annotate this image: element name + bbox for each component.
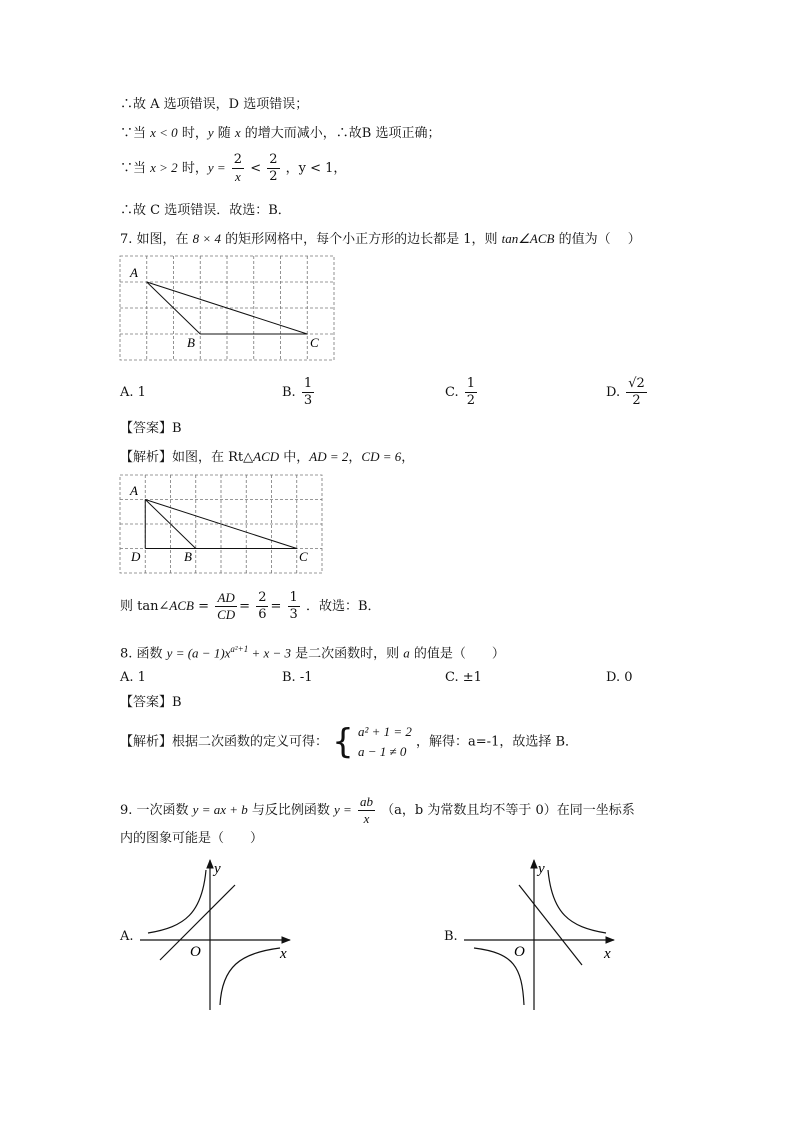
math: y = bbox=[207, 160, 226, 175]
denominator: CD bbox=[217, 607, 236, 622]
math: 8 × 4 bbox=[192, 231, 221, 246]
text: 则 tan∠ bbox=[120, 599, 170, 614]
math: x < 0 bbox=[150, 125, 178, 140]
text: 是二次函数时，则 bbox=[291, 646, 404, 662]
fraction bbox=[302, 376, 314, 409]
fraction bbox=[288, 590, 300, 623]
text: ， bbox=[401, 450, 415, 465]
fraction bbox=[465, 376, 477, 409]
text: 的值是（ ） bbox=[409, 646, 505, 662]
option-label: B. bbox=[282, 385, 296, 400]
math: y = bbox=[334, 802, 352, 817]
math: a bbox=[403, 645, 410, 661]
q8-option-c: C. ±1 bbox=[445, 670, 482, 685]
solution-line-2 bbox=[120, 124, 440, 143]
text: （a，b 为常数且均不等于 0）在同一坐标系 bbox=[381, 803, 635, 818]
solution-line-3 bbox=[120, 152, 346, 185]
q8-option-a: A. 1 bbox=[120, 670, 146, 685]
operator: = bbox=[193, 599, 209, 614]
denominator: 2 bbox=[466, 393, 476, 408]
math: + x − 3 bbox=[248, 645, 292, 661]
math: ACD bbox=[253, 449, 280, 464]
q7-stem bbox=[120, 230, 641, 249]
text: 8. 函数 bbox=[120, 646, 167, 662]
fraction bbox=[626, 376, 647, 409]
denominator: x bbox=[363, 811, 370, 826]
text: 7. 如图，在 bbox=[120, 232, 193, 247]
math: ACB bbox=[169, 598, 194, 613]
numerator: 2 bbox=[269, 152, 278, 167]
q8-stem bbox=[120, 640, 505, 663]
q7-option-c bbox=[445, 376, 479, 409]
math: x bbox=[234, 125, 241, 140]
q7-option-a: A. 1 bbox=[120, 385, 146, 400]
q7-option-b bbox=[282, 376, 316, 409]
label-c: C bbox=[310, 335, 319, 350]
q9-graph-b bbox=[464, 855, 624, 1015]
q8-answer: 【答案】B bbox=[120, 695, 182, 710]
hyperbola-branch-4 bbox=[220, 948, 280, 1005]
label-a: A bbox=[130, 483, 138, 498]
x-axis-label: x bbox=[604, 946, 611, 962]
numerator: 1 bbox=[303, 376, 313, 391]
label-b: B bbox=[184, 549, 192, 564]
numerator: √2 bbox=[628, 376, 645, 391]
q7-grid-figure bbox=[115, 252, 340, 364]
hyperbola-branch-2 bbox=[148, 870, 206, 933]
text: 【解析】根据二次函数的定义可得： bbox=[120, 734, 329, 750]
numerator: 2 bbox=[258, 590, 267, 605]
fraction bbox=[358, 794, 375, 827]
fraction bbox=[215, 590, 237, 623]
hyperbola-branch-1 bbox=[548, 870, 606, 933]
equation: a² + 1 = 2 bbox=[357, 724, 412, 739]
numerator: AD bbox=[215, 590, 237, 607]
operator: < bbox=[250, 161, 262, 176]
y-axis-label: y bbox=[214, 861, 221, 877]
q9-option-b-label: B. bbox=[444, 929, 458, 944]
linear-line bbox=[519, 885, 582, 965]
denominator: 2 bbox=[632, 393, 641, 408]
text: ∵当 bbox=[120, 161, 151, 176]
label-d: D bbox=[131, 549, 141, 564]
denominator: 6 bbox=[258, 607, 267, 622]
origin-label: O bbox=[190, 944, 201, 960]
q9-option-a-label: A. bbox=[120, 929, 134, 944]
math: x > 2 bbox=[150, 160, 178, 175]
text: 的值为（ ） bbox=[554, 232, 641, 247]
denominator: 3 bbox=[303, 393, 313, 408]
q7-analysis bbox=[120, 448, 414, 467]
math: CD = 6 bbox=[361, 449, 402, 464]
q8-option-b: B. -1 bbox=[282, 670, 313, 685]
numerator: 1 bbox=[289, 590, 298, 605]
numerator: 2 bbox=[233, 152, 243, 167]
q8-option-d: D. 0 bbox=[606, 670, 633, 685]
math: y bbox=[207, 125, 214, 140]
q9-graph-a bbox=[140, 855, 300, 1015]
origin-label: O bbox=[514, 944, 525, 960]
q9-stem-line-2: 内的图象可能是（ ） bbox=[120, 831, 264, 846]
solution-line-1: ∴故 A 选项错误，D 选项错误； bbox=[120, 97, 309, 112]
q7-option-d bbox=[606, 376, 649, 409]
text: 的矩形网格中，每个小正方形的边长都是 1，则 bbox=[220, 232, 502, 247]
q7-result: 则 tan∠ACB = $\frac{AD}{CD}$ = $\frac{2}{6}$ = $\frac{1}{3}$ ．故选：B． bbox=[120, 590, 381, 622]
x-axis-label: x bbox=[280, 946, 287, 962]
option-label: C. bbox=[445, 385, 459, 400]
exponent: a²+1 bbox=[230, 644, 249, 654]
option-label: D. bbox=[606, 385, 621, 400]
numerator: 1 bbox=[466, 376, 476, 391]
label-c: C bbox=[299, 549, 308, 564]
denominator: x bbox=[235, 169, 241, 184]
text: ∵当 bbox=[120, 126, 151, 141]
fraction bbox=[267, 152, 279, 185]
text: 9. 一次函数 bbox=[120, 803, 193, 818]
text: 时， bbox=[177, 126, 208, 141]
text: 中， bbox=[279, 450, 310, 465]
label-a: A bbox=[130, 265, 138, 280]
text: ．故选：B． bbox=[305, 599, 381, 614]
y-axis-label: y bbox=[538, 861, 545, 877]
text: 的增大而减小，∴故B 选项正确； bbox=[240, 126, 441, 141]
text: ，y < 1， bbox=[285, 161, 347, 176]
equation: a − 1 ≠ 0 bbox=[357, 744, 407, 759]
q8-analysis bbox=[120, 722, 578, 762]
numerator: ab bbox=[359, 794, 373, 809]
math: tan∠ACB bbox=[501, 231, 555, 246]
fraction bbox=[232, 152, 244, 185]
label-b: B bbox=[187, 335, 195, 350]
text: 时， bbox=[177, 161, 208, 176]
q7-answer: 【答案】B bbox=[120, 421, 182, 436]
brace: { bbox=[332, 722, 354, 762]
text: ， bbox=[348, 450, 362, 465]
math: y = (a − 1)x bbox=[166, 645, 231, 661]
text: ，解得：a=-1，故选择 B． bbox=[416, 734, 579, 750]
math: AD = 2 bbox=[309, 449, 349, 464]
math: y = ax + b bbox=[192, 802, 248, 817]
text: 【解析】如图，在 Rt△ bbox=[120, 450, 254, 465]
text: 与反比例函数 bbox=[247, 803, 335, 818]
solution-line-4: ∴故 C 选项错误．故选：B． bbox=[120, 203, 291, 218]
denominator: 2 bbox=[269, 169, 278, 184]
q9-stem bbox=[120, 794, 635, 827]
q7-analysis-figure bbox=[115, 471, 327, 577]
text: 随 bbox=[213, 126, 235, 141]
equation-system bbox=[358, 722, 412, 762]
fraction bbox=[256, 590, 268, 623]
denominator: 3 bbox=[289, 607, 298, 622]
